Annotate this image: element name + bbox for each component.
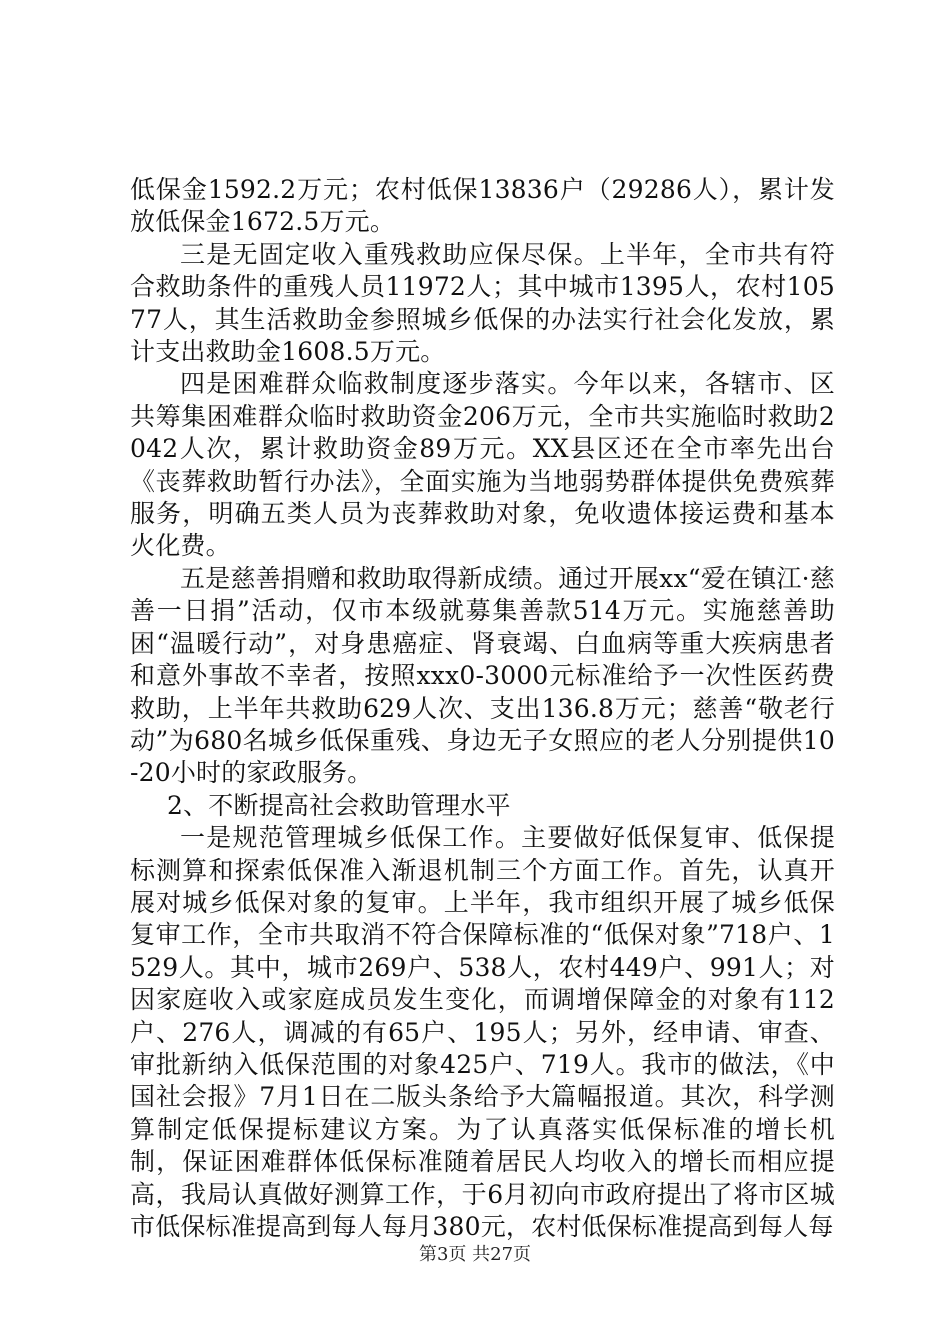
page-footer: 第3页 共27页 bbox=[418, 1244, 532, 1265]
section-heading-management: 2、不断提高社会救助管理水平 bbox=[167, 790, 511, 820]
paragraph-temporary-relief: 四是困难群众临救制度逐步落实。今年以来，各辖市、区共筹集困难群众临时救助资金206万元，全市共实施临时救助2042人次，累计救助资金89万元。XX县区还在全市率先出台《丧葬救助暂行办法》，全面实施为当地弱势群体提供免费殡葬服务，明确五类人员为丧葬救助对象，免收遗体接运费和基本火化费。 bbox=[130, 369, 835, 561]
paragraph-low-income-continuation: 低保金1592.2万元；农村低保13836户（29286人），累计发放低保金1672.5万元。 bbox=[130, 175, 835, 237]
document-body bbox=[130, 174, 835, 1243]
paragraph-charity-donation: 五是慈善捐赠和救助取得新成绩。通过开展xx“爱在镇江·慈善一日捐”活动，仅市本级就募集善款514万元。实施慈善助困“温暖行动”，对身患癌症、肾衰竭、白血病等重大疾病患者和意外事故不幸者，按照xxx0-3000元标准给予一次性医药费救助，上半年共救助629人次、支出136.8万元；慈善“敬老行动”为680名城乡低保重残、身边无子女照应的老人分别提供10-20小时的家政服务。 bbox=[130, 563, 835, 788]
paragraph-disabled-relief: 三是无固定收入重残救助应保尽保。上半年，全市共有符合救助条件的重残人员11972人；其中城市1395人，农村10577人，其生活救助金参照城乡低保的办法实行社会化发放，累计支出救助金1608.5万元。 bbox=[130, 239, 835, 367]
paragraph-standardize-management: 一是规范管理城乡低保工作。主要做好低保复审、低保提标测算和探索低保准入渐退机制三个方面工作。首先，认真开展对城乡低保对象的复审。上半年，我市组织开展了城乡低保复审工作，全市共取消不符合保障标准的“低保对象”718户、1529人。其中，城市269户、538人，农村449户、991人；对因家庭收入或家庭成员发生变化，而调增保障金的对象有112户、276人，调减的有65户、195人；另外，经申请、审查、审批新纳入低保范围的对象425户、719人。我市的做法，《中国社会报》7月1日在二版头条给予大篇幅报道。其次，科学测算制定低保提标建议方案。为了认真落实低保标准的增长机制，保证困难群体低保标准随着居民人均收入的增长而相应提高，我局认真做好测算工作，于6月初向市政府提出了将市区城市低保标准提高到每人每月380元，农村低保标准提高到每人每 bbox=[130, 823, 835, 1241]
